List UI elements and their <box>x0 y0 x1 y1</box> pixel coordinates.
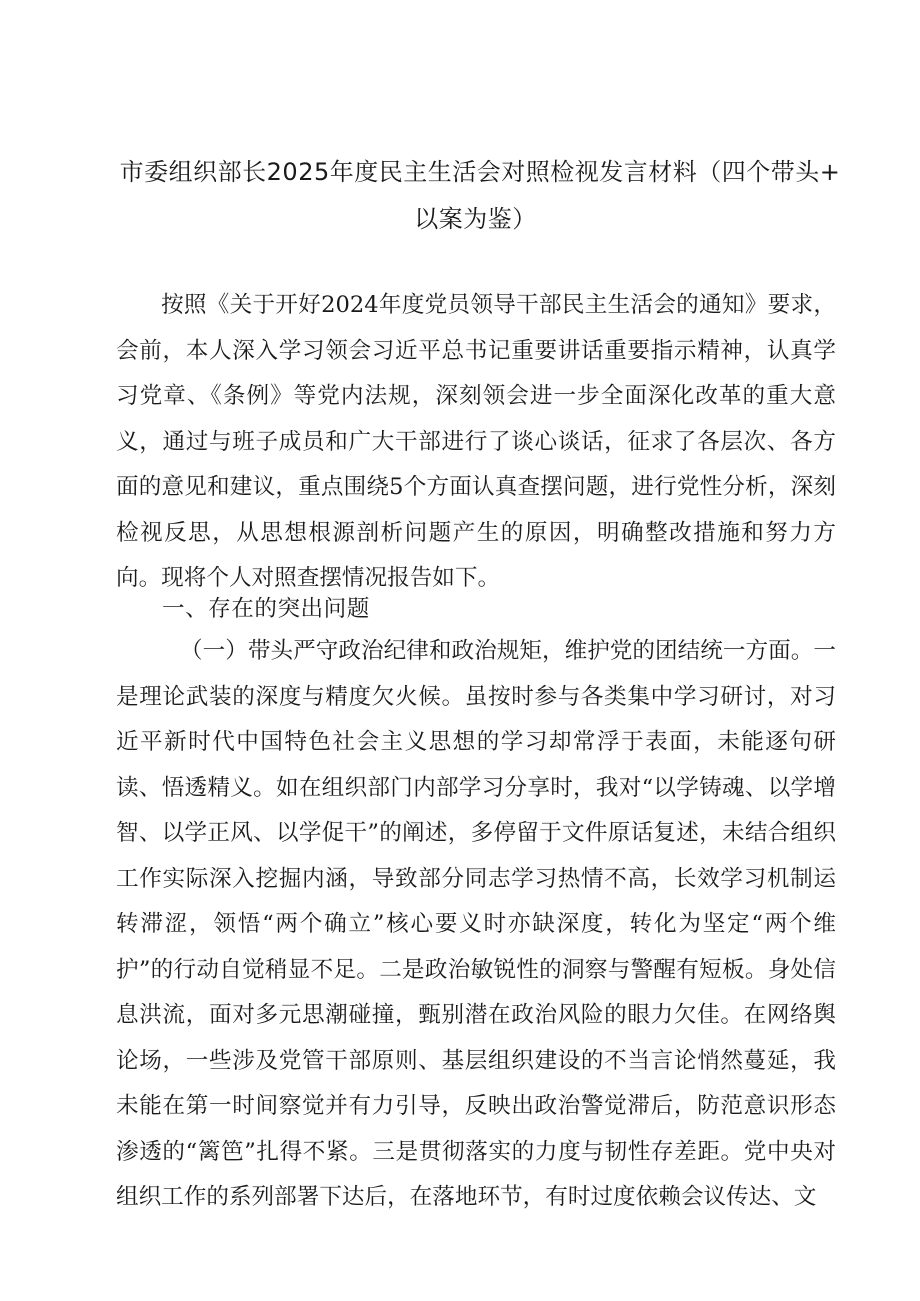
document-title-line-1: 市委组织部长2025年度民主生活会对照检视发言材料（四个带头+ <box>119 158 841 186</box>
section-heading-problems: 一、存在的突出问题 <box>162 596 370 622</box>
intro-paragraph: 按照《关于开好2024年度党员领导干部民主生活会的通知》要求，会前，本人深入学习领会习近平总书记重要讲话重要指示精神，认真学习党章、《条例》等党内法规，深刻领会进一步全面深化改革的重大意义，通过与班子成员和广大干部进行了谈心谈话，征求了各层次、各方面的意见和建议，重点围绕5个方面认真查摆问题，进行党性分析，深刻检视反思，从思想根源剖析问题产生的原因，明确整改措施和努力方向。现将个人对照查摆情况报告如下。 <box>116 292 836 591</box>
section-paragraph-political-discipline: （一）带头严守政治纪律和政治规矩，维护党的团结统一方面。一是理论武装的深度与精度欠火候。虽按时参与各类集中学习研讨，对习近平新时代中国特色社会主义思想的学习却常浮于表面，未能逐句研读、悟透精义。如在组织部门内部学习分享时，我对“以学铸魂、以学增智、以学正风、以学促干”的阐述，多停留于文件原话复述，未结合组织工作实际深入挖掘内涵，导致部分同志学习热情不高，长效学习机制运转滞涩，领悟“两个确立”核心要义时亦缺深度，转化为坚定“两个维护”的行动自觉稍显不足。二是政治敏锐性的洞察与警醒有短板。身处信息洪流，面对多元思潮碰撞，甄别潜在政治风险的眼力欠佳。在网络舆论场，一些涉及党管干部原则、基层组织建设的不当言论悄然蔓延，我未能在第一时间察觉并有力引导，反映出政治警觉滞后，防范意识形态渗透的“篱笆”扎得不紧。三是贯彻落实的力度与韧性存差距。党中央对组织工作的系列部署下达后，在落地环节，有时过度依赖会议传达、文 <box>116 638 836 1210</box>
document-title-line-2: 以案为鉴） <box>414 205 537 233</box>
